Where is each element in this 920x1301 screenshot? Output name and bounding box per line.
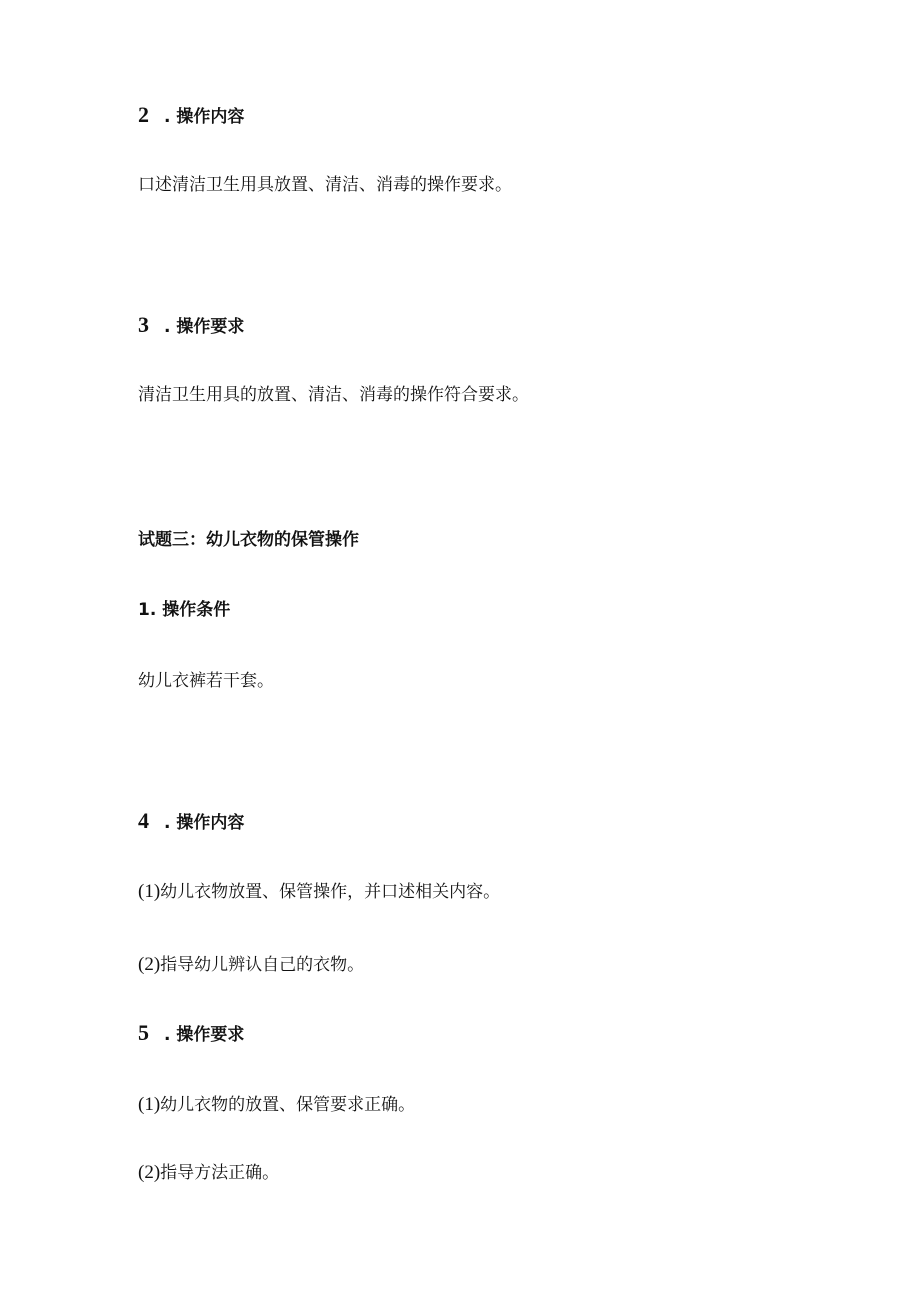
list-item bbox=[138, 1095, 415, 1114]
heading-number: 2 bbox=[138, 102, 149, 127]
paragraph-text: 幼儿衣裤若干套。 bbox=[138, 671, 274, 691]
section-heading-4 bbox=[138, 810, 244, 832]
heading-label: . 操作要求 bbox=[164, 1025, 245, 1045]
list-item bbox=[138, 1163, 279, 1182]
heading-number: 3 bbox=[138, 312, 149, 337]
list-item-text: 幼儿衣物的放置、保管要求正确。 bbox=[160, 1095, 416, 1115]
list-item-text: 幼儿衣物放置、保管操作，并口述相关内容。 bbox=[160, 882, 501, 902]
list-item-text: 指导幼儿辨认自己的衣物。 bbox=[160, 955, 365, 975]
heading-number: 5 bbox=[138, 1020, 149, 1045]
list-item bbox=[138, 955, 364, 974]
heading-number: 4 bbox=[138, 808, 149, 833]
heading-label: . 操作内容 bbox=[164, 107, 245, 127]
section-heading-3 bbox=[138, 314, 244, 336]
subsection-heading-1: 1. 操作条件 bbox=[138, 600, 231, 620]
list-item-number: (2) bbox=[138, 954, 161, 975]
section-heading-2 bbox=[138, 104, 244, 126]
paragraph-text: 口述清洁卫生用具放置、清洁、消毒的操作要求。 bbox=[138, 175, 512, 195]
list-item-number: (2) bbox=[138, 1162, 161, 1183]
exam-question-title: 试题三：幼儿衣物的保管操作 bbox=[138, 530, 359, 550]
section-heading-5 bbox=[138, 1022, 244, 1044]
paragraph-text: 清洁卫生用具的放置、清洁、消毒的操作符合要求。 bbox=[138, 385, 529, 405]
heading-label: . 操作要求 bbox=[164, 317, 245, 337]
list-item-number: (1) bbox=[138, 881, 161, 902]
list-item-number: (1) bbox=[138, 1094, 161, 1115]
list-item bbox=[138, 882, 500, 901]
list-item-text: 指导方法正确。 bbox=[160, 1163, 280, 1183]
heading-label: . 操作内容 bbox=[164, 813, 245, 833]
